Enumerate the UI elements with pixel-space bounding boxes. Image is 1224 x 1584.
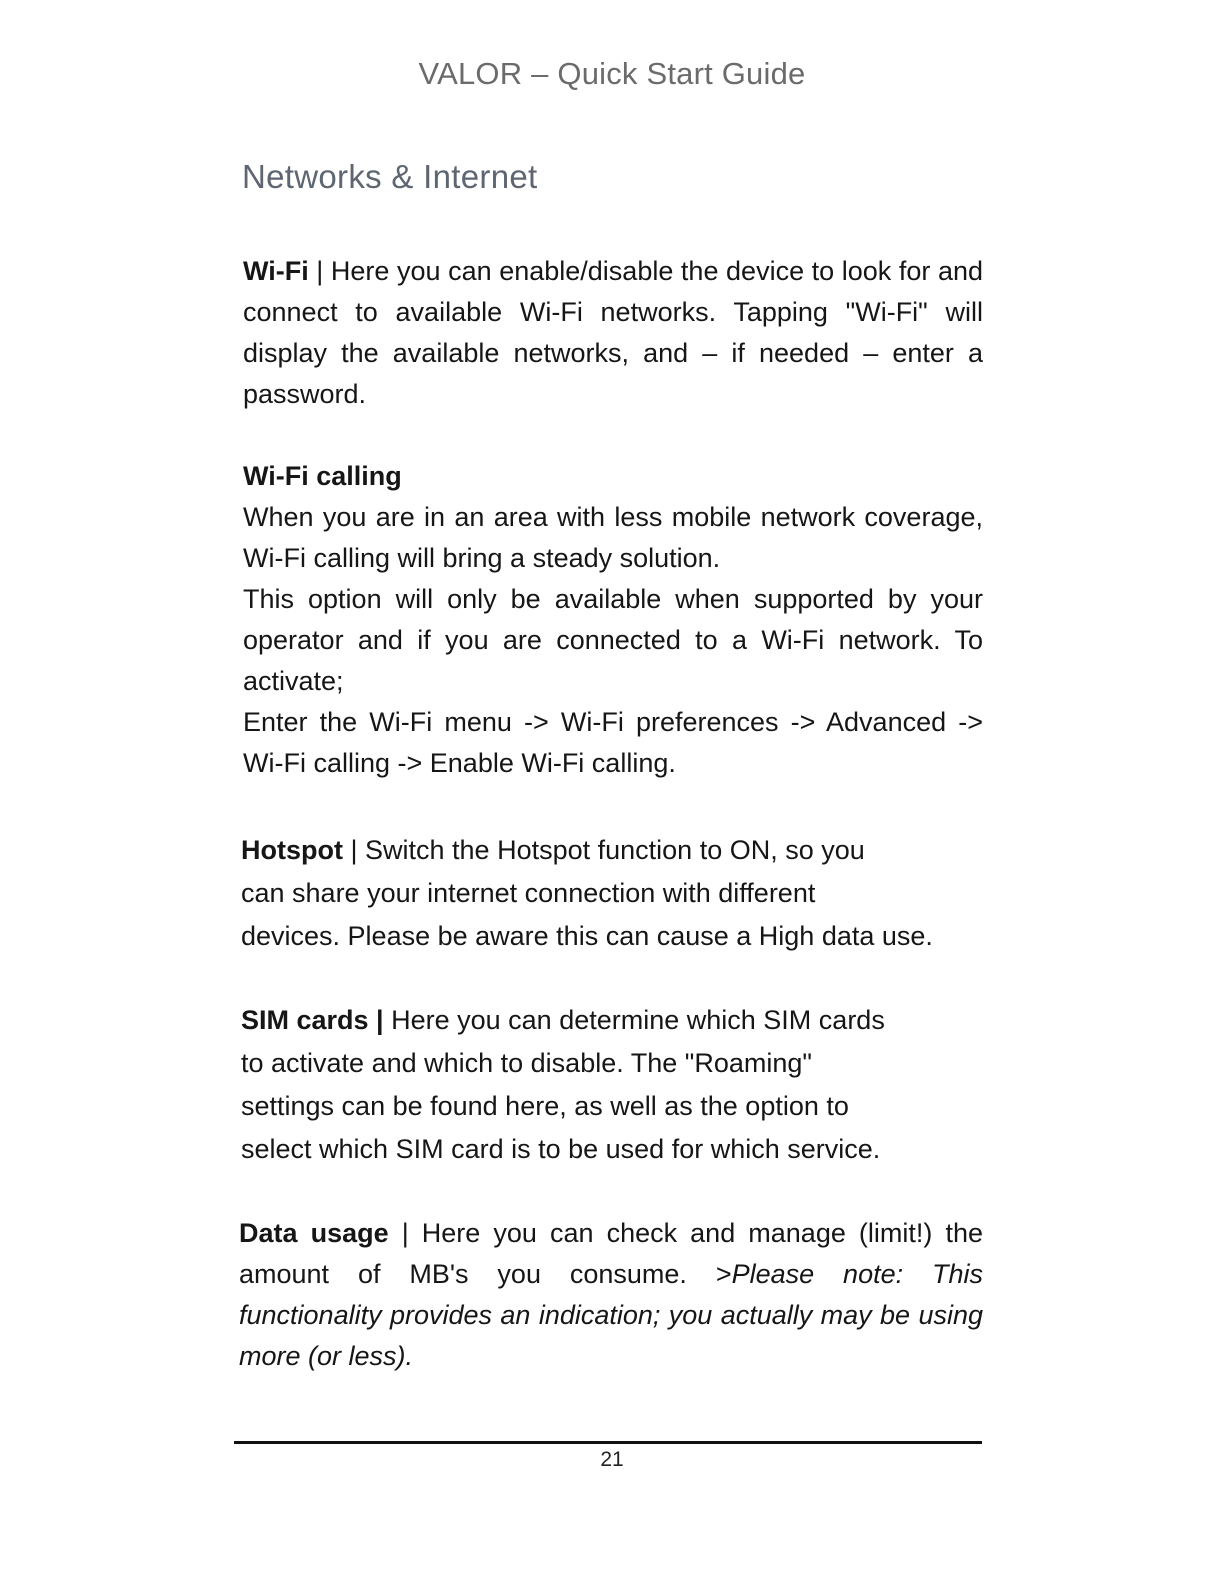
sim-cards-line-2: to activate and which to disable. The "Roaming" <box>241 1048 812 1078</box>
sim-cards-line-1: Here you can determine which SIM cards <box>383 1005 885 1035</box>
data-usage-paragraph <box>239 1213 983 1377</box>
hotspot-paragraph <box>241 829 1001 958</box>
hotspot-term: Hotspot <box>241 835 343 865</box>
wifi-calling-section <box>243 456 983 784</box>
data-usage-note: Please note: This functionality provides an indication; you actually may be using more (or less). <box>239 1259 984 1371</box>
data-usage-term: Data usage <box>239 1218 389 1248</box>
section-title: Networks & Internet <box>242 158 538 195</box>
wifi-calling-heading: Wi-Fi calling <box>243 461 402 491</box>
hotspot-line-3: devices. Please be aware this can cause a High data use. <box>241 921 933 951</box>
hotspot-separator: | <box>342 835 366 865</box>
sim-cards-paragraph <box>241 999 1001 1171</box>
wifi-calling-para-1: When you are in an area with less mobile network coverage, Wi-Fi calling will bring a steady solution. <box>243 502 983 573</box>
wifi-text: Here you can enable/disable the device to look for and connect to available Wi-Fi networks. Tapping "Wi-Fi" will display the available networks, and – if needed – enter a password. <box>243 256 983 409</box>
sim-cards-line-3: settings can be found here, as well as the option to <box>241 1091 849 1121</box>
data-usage-separator: | <box>388 1218 422 1248</box>
hotspot-line-2: can share your internet connection with different <box>241 878 816 908</box>
wifi-separator: | <box>308 256 331 286</box>
footer-rule <box>234 1441 982 1444</box>
page-header: VALOR – Quick Start Guide <box>418 56 806 91</box>
wifi-calling-para-3: Enter the Wi-Fi menu -> Wi-Fi preferences -> Advanced -> Wi-Fi calling -> Enable Wi-Fi calling. <box>243 707 983 778</box>
page-number: 21 <box>600 1448 624 1471</box>
wifi-calling-para-2: This option will only be available when supported by your operator and if you are connected to a Wi-Fi network. To activate; <box>243 584 983 696</box>
hotspot-line-1: Switch the Hotspot function to ON, so you <box>365 835 865 865</box>
sim-cards-line-4: select which SIM card is to be used for which service. <box>241 1134 881 1164</box>
wifi-paragraph <box>243 251 983 415</box>
data-usage-text: Here you can check and manage (limit!) the amount of MB's you consume. > <box>239 1218 983 1289</box>
wifi-term: Wi-Fi <box>243 256 309 286</box>
sim-cards-term: SIM cards | <box>241 1005 384 1035</box>
